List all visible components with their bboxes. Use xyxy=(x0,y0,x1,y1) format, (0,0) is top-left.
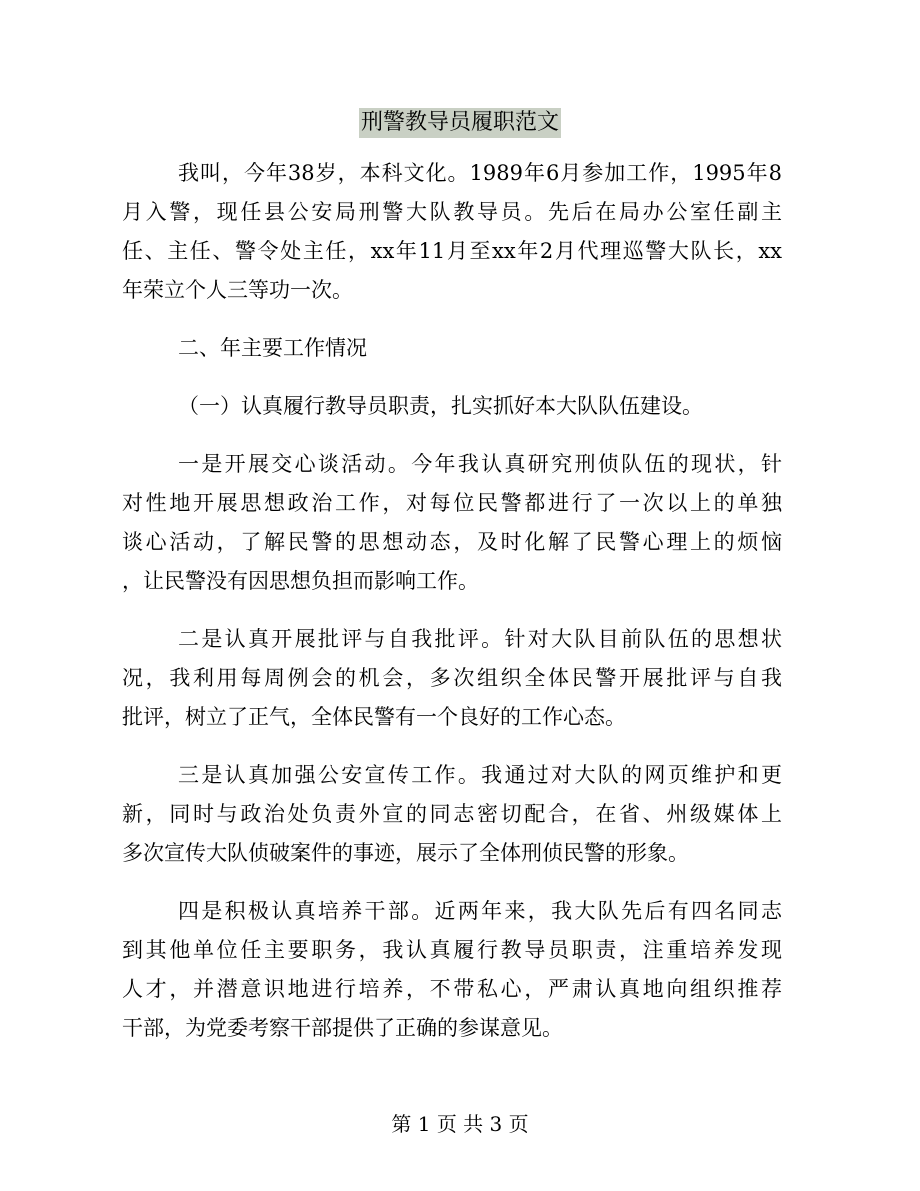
paragraph xyxy=(122,445,782,601)
document-body xyxy=(122,154,782,1067)
paragraph-line: 新，同时与政治处负责外宣的同志密切配合，在省、州级媒体上 xyxy=(122,802,782,826)
paragraph-line: （一）认真履行教导员职责，扎实抓好本大队队伍建设。 xyxy=(178,394,703,418)
paragraph-line: 三是认真加强公安宣传工作。我通过对大队的网页维护和更 xyxy=(178,763,782,787)
paragraph xyxy=(122,329,782,368)
paragraph-line: 一是开展交心谈活动。今年我认真研究刑侦队伍的现状，针 xyxy=(178,452,782,476)
paragraph-line: 任、主任、警令处主任，xx年11月至xx年2月代理巡警大队长，xx xyxy=(122,239,782,263)
paragraph-line: 谈心活动，了解民警的思想动态，及时化解了民警心理上的烦恼 xyxy=(122,530,782,554)
paragraph-line: 四是积极认真培养干部。近两年来，我大队先后有四名同志 xyxy=(178,899,782,923)
paragraph-line: 批评，树立了正气，全体民警有一个良好的工作心态。 xyxy=(122,705,626,729)
paragraph xyxy=(122,892,782,1048)
paragraph-line: 况，我利用每周例会的机会，多次组织全体民警开展批评与自我 xyxy=(122,666,782,690)
paragraph-line: 年荣立个人三等功一次。 xyxy=(122,278,353,302)
title-container xyxy=(0,108,920,138)
paragraph-line: 多次宣传大队侦破案件的事迹，展示了全体刑侦民警的形象。 xyxy=(122,841,689,865)
paragraph-line: 人才，并潜意识地进行培养，不带私心，严肃认真地向组织推荐 xyxy=(122,977,782,1001)
paragraph-line: 二、年主要工作情况 xyxy=(178,336,367,360)
paragraph-line: 到其他单位任主要职务，我认真履行教导员职责，注重培养发现 xyxy=(122,938,782,962)
paragraph-line: 对性地开展思想政治工作，对每位民警都进行了一次以上的单独 xyxy=(122,491,782,515)
page-footer: 第 1 页 共 3 页 xyxy=(391,1112,529,1136)
paragraph xyxy=(122,154,782,310)
paragraph xyxy=(122,756,782,873)
paragraph xyxy=(122,387,782,426)
paragraph-line: 月入警，现任县公安局刑警大队教导员。先后在局办公室任副主 xyxy=(122,200,782,224)
paragraph-line: 二是认真开展批评与自我批评。针对大队目前队伍的思想状 xyxy=(178,627,782,651)
paragraph-line: ，让民警没有因思想负担而影响工作。 xyxy=(122,569,479,593)
document-title: 刑警教导员履职范文 xyxy=(359,108,561,138)
paragraph-line: 干部，为党委考察干部提供了正确的参谋意见。 xyxy=(122,1016,563,1040)
paragraph-line: 我叫，今年38岁，本科文化。1989年6月参加工作，1995年8 xyxy=(178,161,782,185)
paragraph xyxy=(122,620,782,737)
